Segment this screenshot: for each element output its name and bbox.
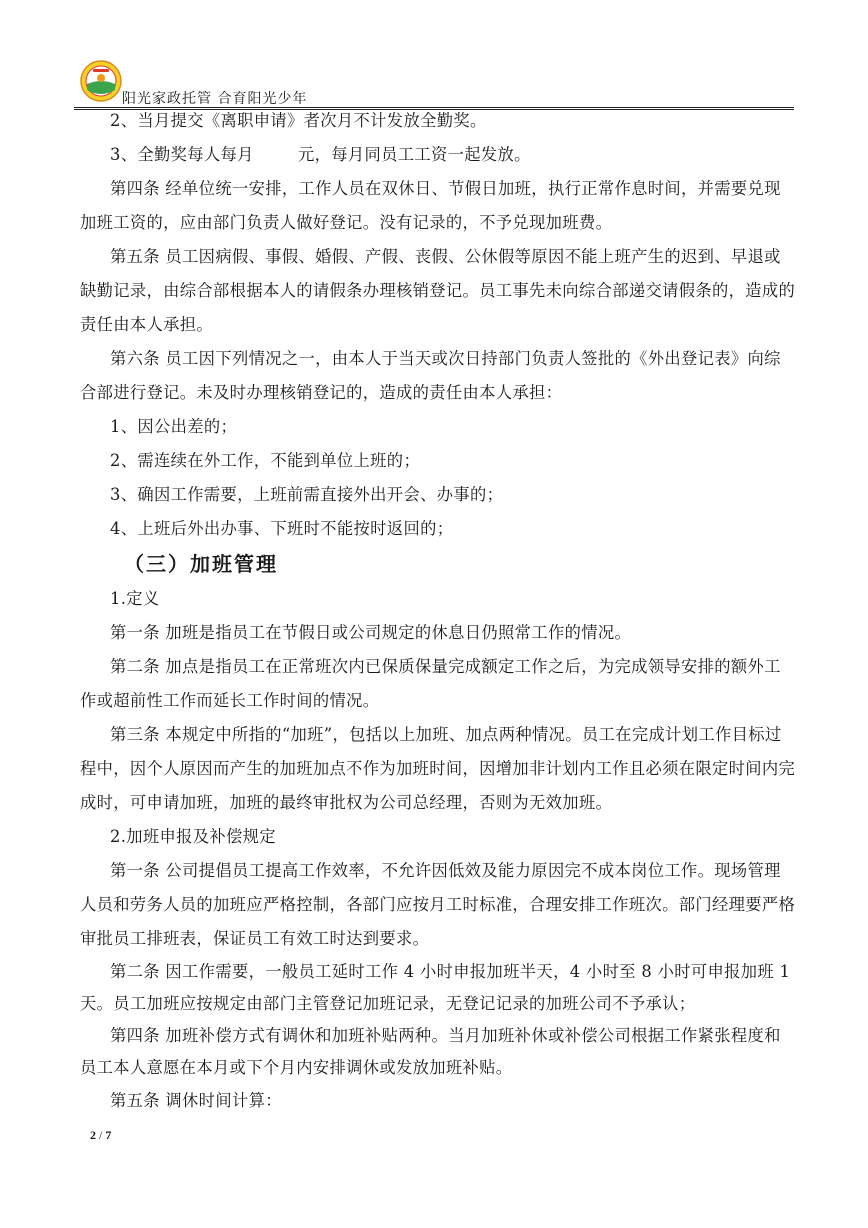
page-separator: /: [99, 1128, 103, 1142]
paragraph: 第四条 经单位统一安排，工作人员在双休日、节假日加班，执行正常作息时间，并需要兑现加班工资的，应由部门负责人做好登记。没有记录的，不予兑现加班费。: [80, 179, 781, 232]
sunshine-logo-icon: [80, 60, 122, 102]
document-body: [80, 104, 796, 1118]
list-item: 4、上班后外出办事、下班时不能按时返回的；: [110, 519, 454, 538]
page-number: [90, 1128, 111, 1143]
paragraph: 第二条 加点是指员工在正常班次内已保质保量完成额定工作之后，为完成领导安排的额外工作或超前性工作而延长工作时间的情况。: [80, 657, 781, 710]
section-heading: （三）加班管理: [124, 552, 278, 576]
list-item: 2、需连续在外工作，不能到单位上班的；: [110, 451, 421, 470]
total-pages: 7: [105, 1128, 112, 1142]
paragraph: 第三条 本规定中所指的“加班”，包括以上加班、加点两种情况。员工在完成计划工作目标过程中，因个人原因而产生的加班加点不作为加班时间，因增加非计划内工作且必须在限定时间内完成时，可申请加班，加班的最终审批权为公司总经理，否则为无效加班。: [80, 725, 796, 812]
current-page: 2: [90, 1128, 96, 1142]
paragraph: 第二条 因工作需要，一般员工延时工作 4 小时申报加班半天，4 小时至 8 小时可申报加班 1 天。员工加班应按规定由部门主管登记加班记录，无登记记录的加班公司不予承认；: [80, 962, 791, 1013]
list-item: 1、因公出差的；: [110, 417, 238, 436]
paragraph: 第一条 加班是指员工在节假日或公司规定的休息日仍照常工作的情况。: [110, 623, 632, 642]
header-text: 阳光家政托管 合育阳光少年: [122, 91, 308, 107]
paragraph: 第一条 公司提倡员工提高工作效率，不允许因低效及能力原因完不成本岗位工作。现场管理人员和劳务人员的加班应严格控制，各部门应按月工时标准，合理安排工作班次。部门经理要严格审批员工排班表，保证员工有效工时达到要求。: [80, 861, 796, 948]
paragraph: 3、全勤奖每人每月 元，每月同员工工资一起发放。: [110, 145, 531, 164]
paragraph: 第五条 调休时间计算：: [110, 1091, 282, 1110]
paragraph: 第四条 加班补偿方式有调休和加班补贴两种。当月加班补休或补偿公司根据工作紧张程度和员工本人意愿在本月或下个月内安排调休或发放加班补贴。: [80, 1026, 781, 1077]
paragraph: 第六条 员工因下列情况之一，由本人于当天或次日持部门负责人签批的《外出登记表》向综合部进行登记。未及时办理核销登记的，造成的责任由本人承担：: [80, 349, 781, 402]
list-item: 3、确因工作需要，上班前需直接外出开会、办事的；: [110, 485, 504, 504]
subsection-title: 2.加班申报及补偿规定: [110, 827, 276, 846]
subsection-title: 1.定义: [110, 589, 160, 608]
page-header: [74, 58, 794, 108]
paragraph: 第五条 员工因病假、事假、婚假、产假、丧假、公休假等原因不能上班产生的迟到、早退或缺勤记录，由综合部根据本人的请假条办理核销登记。员工事先未向综合部递交请假条的，造成的责任由本人承担。: [80, 247, 796, 334]
paragraph: 2、当月提交《离职申请》者次月不计发放全勤奖。: [110, 111, 487, 130]
